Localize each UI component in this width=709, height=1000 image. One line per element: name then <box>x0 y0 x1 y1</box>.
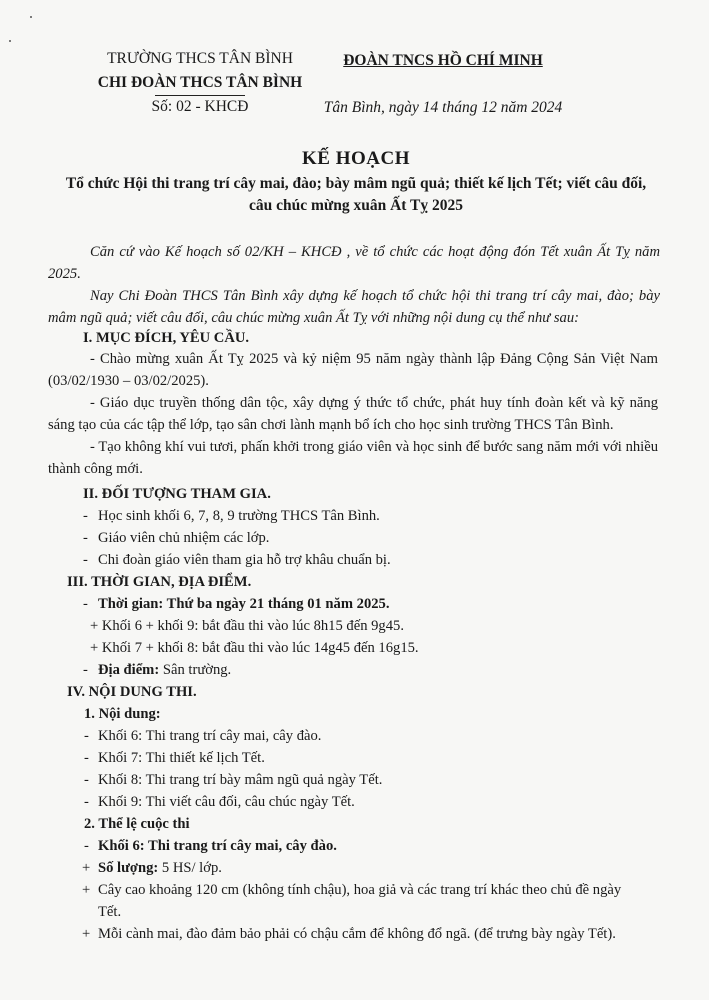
content-item: Khối 9: Thi viết câu đối, câu chúc ngày Tết. <box>98 794 355 810</box>
section-2-item: Giáo viên chủ nhiệm các lớp. <box>98 530 270 546</box>
event-time: Thời gian: Thứ ba ngày 21 tháng 01 năm 2025. <box>98 596 390 612</box>
content-item: Khối 8: Thi trang trí bày mâm ngũ quả ngày Tết. <box>98 772 383 788</box>
document-subtitle-line1: Tổ chức Hội thi trang trí cây mai, đào; bày mâm ngũ quả; thiết kế lịch Tết; viết câu đối, <box>65 175 647 192</box>
event-place-label: Địa điểm: <box>98 662 160 678</box>
document-number: Số: 02 - KHCĐ <box>151 98 249 115</box>
organization-name: ĐOÀN TNCS HỒ CHÍ MINH <box>343 52 543 69</box>
school-name: TRƯỜNG THCS TÂN BÌNH <box>107 50 293 67</box>
bullet-dash: - <box>84 838 89 854</box>
bullet-dash: - <box>83 508 88 524</box>
tree-requirement-line2: Tết. <box>98 904 122 920</box>
section-3-heading: III. THỜI GIAN, ĐỊA ĐIỂM. <box>67 574 252 590</box>
bullet-dash: - <box>84 772 89 788</box>
section-2-item: Học sinh khối 6, 7, 8, 9 trường THCS Tân Bình. <box>98 508 380 524</box>
tree-requirement-line1: Cây cao khoảng 120 cm (không tính chậu), hoa giả và các trang trí khác theo chủ đề ngày <box>98 882 622 898</box>
section-2-item: Chi đoàn giáo viên tham gia hỗ trợ khâu chuẩn bị. <box>98 552 391 568</box>
bullet-dash: - <box>84 728 89 744</box>
bullet-dash: - <box>83 552 88 568</box>
bullet-dash: - <box>83 662 88 678</box>
bullet-plus: + <box>82 882 91 898</box>
content-subheading: 1. Nội dung: <box>84 706 161 722</box>
time-slot: + Khối 6 + khối 9: bắt đầu thi vào lúc 8h15 đến 9g45. <box>90 618 404 634</box>
section-4-heading: IV. NỘI DUNG THI. <box>67 684 197 700</box>
bullet-plus: + <box>82 926 91 942</box>
section-2-heading: II. ĐỐI TƯỢNG THAM GIA. <box>83 486 271 502</box>
quantity-label: Số lượng: <box>98 860 159 876</box>
document-date: Tân Bình, ngày 14 tháng 12 năm 2024 <box>323 99 563 116</box>
pot-requirement: Mỗi cành mai, đào đảm bảo phải có chậu cắm để không đổ ngã. (để trưng bày ngày Tết). <box>98 926 616 942</box>
bullet-dash: - <box>84 750 89 766</box>
rules-subheading: 2. Thể lệ cuộc thi <box>84 816 190 832</box>
scan-speck <box>9 40 11 42</box>
section-1-item: - Giáo dục truyền thống dân tộc, xây dựng ý thức tổ chức, phát huy tính đoàn kết và kỹ năng sáng tạo của các tập thể lớp, tạo sân chơi lành mạnh bổ ích cho học sinh trường THCS Tân Bình. <box>48 395 658 433</box>
document-subtitle-line2: câu chúc mừng xuân Ất Tỵ 2025 <box>249 197 463 214</box>
header-rule <box>155 95 245 96</box>
rule-grade-6-heading: Khối 6: Thi trang trí cây mai, cây đào. <box>98 838 337 854</box>
content-item: Khối 7: Thi thiết kế lịch Tết. <box>98 750 265 766</box>
section-1-heading: I. MỤC ĐÍCH, YÊU CẦU. <box>83 330 250 346</box>
bullet-dash: - <box>83 530 88 546</box>
document-title: KẾ HOẠCH <box>302 148 410 169</box>
bullet-dash: - <box>84 794 89 810</box>
branch-name: CHI ĐOÀN THCS TÂN BÌNH <box>97 74 303 91</box>
participant-quantity <box>98 860 222 877</box>
section-1-item: - Chào mừng xuân Ất Tỵ 2025 và kỷ niệm 95 năm ngày thành lập Đảng Cộng Sản Việt Nam (03/02/1930 – 03/02/2025). <box>48 351 658 389</box>
time-slot: + Khối 7 + khối 8: bắt đầu thi vào lúc 14g45 đến 16g15. <box>90 640 419 656</box>
scan-speck <box>30 16 32 18</box>
quantity-value: 5 HS/ lớp. <box>158 860 222 876</box>
event-place <box>98 662 231 679</box>
bullet-plus: + <box>82 860 91 876</box>
intro-paragraph-2: Nay Chi Đoàn THCS Tân Bình xây dựng kế hoạch tổ chức hội thi trang trí cây mai, đào; bày mâm ngũ quả; viết câu đối, câu chúc mừng xuân Ất Tỵ với những nội dung cụ thể như sau: <box>48 288 660 326</box>
event-place-value: Sân trường. <box>159 662 232 678</box>
content-item: Khối 6: Thi trang trí cây mai, cây đào. <box>98 728 322 744</box>
section-1-item: - Tạo không khí vui tươi, phấn khởi trong giáo viên và học sinh để bước sang năm mới với nhiều thành công mới. <box>48 439 658 477</box>
bullet-dash: - <box>83 596 88 612</box>
intro-paragraph-1: Căn cứ vào Kế hoạch số 02/KH – KHCĐ , về tổ chức các hoạt động đón Tết xuân Ất Tỵ năm 2025. <box>48 244 660 282</box>
